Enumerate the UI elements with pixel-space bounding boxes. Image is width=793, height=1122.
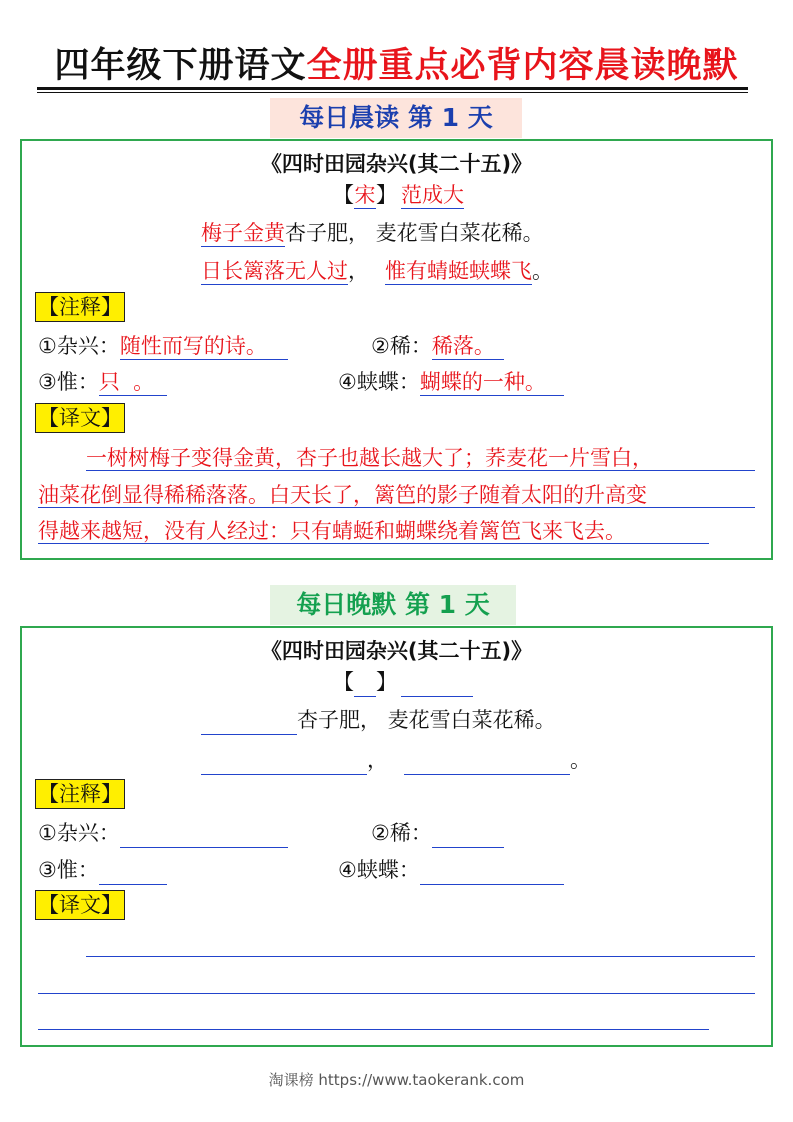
morning-note1-val: 随性而写的诗。: [120, 333, 288, 360]
evening-translation-tag: 【译文】: [35, 890, 125, 920]
morning-note-2: [371, 331, 504, 361]
evening-line1-rest: 杏子肥， 麦花雪白菜花稀。: [297, 708, 556, 732]
morning-note4-label: ④蛱蝶：: [338, 370, 420, 394]
morning-dynasty: 宋: [354, 183, 376, 207]
morning-translation-rule-2: [38, 507, 755, 508]
evening-note1-blank[interactable]: [120, 823, 288, 848]
evening-line2-end: 。: [570, 748, 591, 772]
morning-author-line: 【宋】 范成大: [333, 183, 464, 207]
morning-line2-sep: ，: [348, 259, 369, 283]
morning-heading: 每日晨读 第 1 天: [270, 98, 522, 138]
evening-note-3: [38, 855, 167, 885]
morning-poem-line-1: [201, 218, 544, 248]
morning-translation-rule-1: [86, 470, 755, 471]
evening-note-1: [38, 818, 288, 848]
evening-author-blank[interactable]: [401, 672, 473, 697]
morning-note3-label: ③惟：: [38, 370, 99, 394]
evening-note2-label: ②稀：: [371, 821, 432, 845]
evening-translation-rule-1[interactable]: [86, 956, 755, 957]
morning-note4-val: 蝴蝶的一种。: [420, 369, 564, 396]
evening-author-line: [333, 667, 473, 697]
morning-line2-end: 。: [532, 259, 553, 283]
footer-watermark: 淘课榜 https://www.taokerank.com: [268, 1071, 525, 1089]
morning-poem-line-2: [201, 256, 553, 286]
evening-poem-line-1: [201, 705, 556, 735]
evening-bracket-open: 【: [333, 670, 354, 694]
evening-translation-rule-3[interactable]: [38, 1029, 709, 1030]
morning-note-4: [338, 367, 564, 397]
morning-translation-tag: 【译文】: [35, 403, 125, 433]
evening-dynasty-blank[interactable]: [354, 672, 376, 697]
evening-note3-label: ③惟：: [38, 858, 99, 882]
morning-translation-line-3: 得越来越短，没有人经过：只有蜻蜓和蝴蝶绕着篱笆飞来飞去。: [38, 519, 626, 543]
morning-line2-b: 惟有蜻蜓蛱蝶飞: [385, 259, 532, 283]
evening-notes-tag: 【注释】: [35, 779, 125, 809]
title-black: 四年级下册语文: [54, 46, 307, 86]
morning-poem-title: 《四时田园杂兴(其二十五)》: [260, 152, 533, 176]
morning-note3-val: 只 。: [99, 369, 167, 396]
morning-note-1: [38, 331, 288, 361]
evening-poem-line-2: [201, 745, 591, 775]
title-red: 全册重点必背内容晨读晚默: [306, 46, 739, 86]
title-rule-thick: [37, 87, 748, 90]
evening-note2-blank[interactable]: [432, 823, 504, 848]
morning-translation-rule-3: [38, 543, 709, 544]
evening-note4-label: ④蛱蝶：: [338, 858, 420, 882]
morning-line1-rest: 杏子肥， 麦花雪白菜花稀。: [285, 221, 544, 245]
evening-heading: 每日晚默 第 1 天: [270, 585, 516, 625]
evening-line1-blank[interactable]: [201, 710, 297, 735]
morning-translation-line-1: 一树树梅子变得金黄，杏子也越长越大了；荞麦花一片雪白，: [86, 446, 653, 470]
morning-line2-a: 日长篱落无人过: [201, 259, 348, 283]
morning-note1-label: ①杂兴：: [38, 334, 120, 358]
evening-note-4: [338, 855, 564, 885]
morning-note-3: [38, 367, 167, 397]
morning-note2-val: 稀落。: [432, 333, 504, 360]
morning-line1-red: 梅子金黄: [201, 221, 285, 245]
evening-translation-rule-2[interactable]: [38, 993, 755, 994]
evening-line2-blank-b[interactable]: [404, 750, 570, 775]
morning-translation-line-2: 油菜花倒显得稀稀落落。白天长了，篱笆的影子随着太阳的升高变: [38, 483, 647, 507]
evening-line2-blank-a[interactable]: [201, 750, 367, 775]
morning-note2-label: ②稀：: [371, 334, 432, 358]
evening-poem-title: 《四时田园杂兴(其二十五)》: [260, 639, 533, 663]
morning-author: 范成大: [401, 183, 464, 207]
morning-notes-tag: 【注释】: [35, 292, 125, 322]
title-rule-thin: [37, 92, 748, 93]
evening-note3-blank[interactable]: [99, 860, 167, 885]
evening-note-2: [371, 818, 504, 848]
evening-bracket-close: 】: [376, 670, 397, 694]
evening-note4-blank[interactable]: [420, 860, 564, 885]
evening-note1-label: ①杂兴：: [38, 821, 120, 845]
evening-line2-sep: ，: [367, 748, 388, 772]
page-title: [0, 44, 793, 88]
